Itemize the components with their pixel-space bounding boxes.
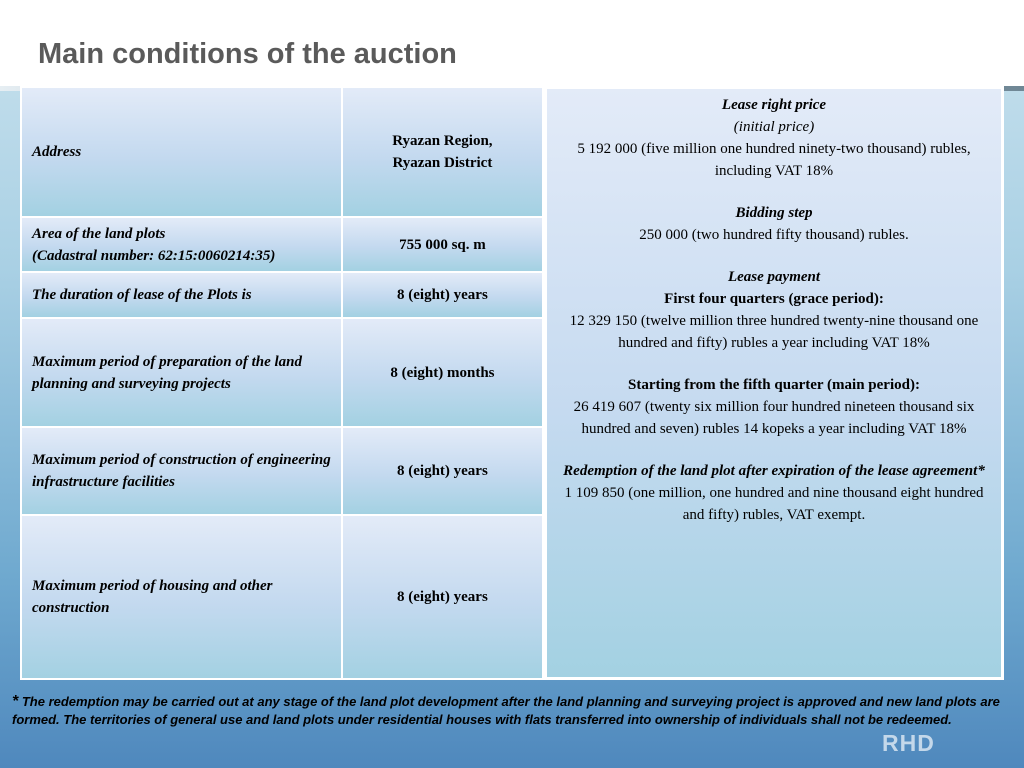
main-period-heading: Starting from the fifth quarter (main period): <box>628 377 920 393</box>
row-label: Maximum period of housing and other construction <box>21 515 342 679</box>
bidding-step-section <box>557 202 991 246</box>
row-label: Address <box>21 87 342 217</box>
row-label: Maximum period of preparation of the land planning and surveying projects <box>21 318 342 427</box>
table-row-infrastructure-period <box>21 427 543 515</box>
price-conditions-panel <box>544 86 1004 680</box>
row-value: 8 (eight) years <box>342 427 543 515</box>
table-row-planning-period <box>21 318 543 427</box>
brand-logo: RHD <box>882 730 935 756</box>
row-value: Ryazan Region, Ryazan District <box>342 87 543 217</box>
footnote <box>12 693 1002 729</box>
row-value: 8 (eight) years <box>342 272 543 318</box>
row-label: The duration of lease of the Plots is <box>21 272 342 318</box>
row-label: Area of the land plots (Cadastral number: 62:15:0060214:35) <box>21 217 342 272</box>
main-period-section <box>557 374 991 440</box>
redemption-section <box>557 460 991 526</box>
table-row-address <box>21 87 543 217</box>
row-value: 755 000 sq. m <box>342 217 543 272</box>
redemption-title: Redemption of the land plot after expiration of the lease agreement* <box>563 463 985 479</box>
table-row-lease-duration <box>21 272 543 318</box>
row-value: 8 (eight) months <box>342 318 543 427</box>
table-row-housing-period <box>21 515 543 679</box>
lease-price-title: Lease right price <box>721 97 827 113</box>
footnote-text: The redemption may be carried out at any stage of the land plot development after the land planning and surveying project is approved and new land plots are formed. The territories of general use and land plots under residential houses with flats transferred into ownership of individuals shall not be redeemed. <box>12 694 1000 727</box>
lease-price-section <box>557 94 991 182</box>
redemption-text: 1 109 850 (one million, one hundred and nine thousand eight hundred and fifty) rubles, VAT exempt. <box>564 485 984 523</box>
lease-price-subtitle: (initial price) <box>733 119 815 135</box>
main-period-text: 26 419 607 (twenty six million four hundred nineteen thousand six hundred and seven) rubles 14 kopeks a year including VAT 18% <box>573 399 975 437</box>
footnote-marker: * <box>12 693 19 710</box>
conditions-table <box>20 86 544 680</box>
lease-payment-title: Lease payment <box>727 269 821 285</box>
lease-payment-section <box>557 266 991 354</box>
row-value: 8 (eight) years <box>342 515 543 679</box>
bidding-step-title: Bidding step <box>735 205 813 221</box>
table-row-area <box>21 217 543 272</box>
grace-period-heading: First four quarters (grace period): <box>664 291 884 307</box>
bidding-step-text: 250 000 (two hundred fifty thousand) rubles. <box>639 227 909 243</box>
page-title: Main conditions of the auction <box>38 38 457 70</box>
lease-price-text: 5 192 000 (five million one hundred ninety-two thousand) rubles, including VAT 18% <box>577 141 971 179</box>
grace-period-text: 12 329 150 (twelve million three hundred twenty-nine thousand one hundred and fifty) rubles a year including VAT 18% <box>569 313 979 351</box>
row-label: Maximum period of construction of engineering infrastructure facilities <box>21 427 342 515</box>
